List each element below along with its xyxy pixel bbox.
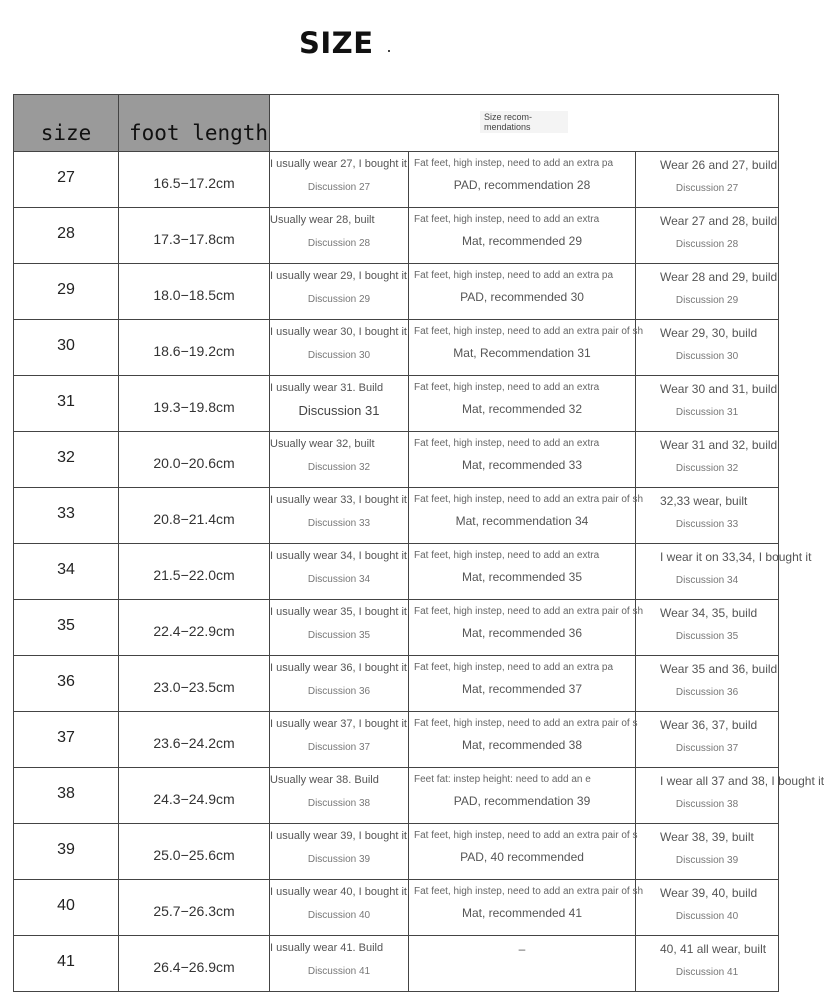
- header-row: [14, 95, 779, 152]
- recommendation-wear-cell: [636, 488, 779, 544]
- recommendation-fat-feet-result: PAD, recommendation 39: [453, 794, 591, 808]
- recommendation-fat-feet-text: Fat feet, high instep, need to add an extra pair of s: [414, 718, 638, 729]
- recommendation-fat-feet-text: Fat feet, high instep, need to add an extra pa: [414, 270, 614, 281]
- table-row: [14, 880, 779, 936]
- size-cell: 27: [14, 152, 119, 208]
- recommendation-fat-feet-text: Fat feet, high instep, need to add an extra pa: [414, 158, 614, 169]
- size-cell: 29: [14, 264, 119, 320]
- recommendation-wear-text: I wear it on 33,34, I bought it: [660, 550, 812, 564]
- recommendation-usual-text: I usually wear 35, I bought it: [270, 606, 407, 618]
- recommendation-usual-text: Usually wear 28, built: [270, 214, 375, 226]
- recommendation-fat-feet-cell: [409, 936, 636, 992]
- recommendation-usual-discussion: Discussion 36: [307, 686, 371, 697]
- recommendation-wear-text: Wear 36, 37, build: [660, 718, 758, 732]
- recommendation-usual-text: I usually wear 34, I bought it: [270, 550, 407, 562]
- recommendation-usual-text: I usually wear 37, I bought it: [270, 718, 407, 730]
- recommendation-usual-cell: [270, 936, 409, 992]
- recommendation-wear-text: Wear 29, 30, build: [660, 326, 758, 340]
- recommendation-usual-cell: [270, 712, 409, 768]
- recommendation-wear-cell: [636, 936, 779, 992]
- recommendation-usual-text: I usually wear 29, I bought it: [270, 270, 407, 282]
- recommendation-fat-feet-text: Fat feet, high instep, need to add an extra: [414, 550, 600, 561]
- recommendation-wear-cell: [636, 264, 779, 320]
- header-size: size: [14, 95, 119, 152]
- size-cell: 35: [14, 600, 119, 656]
- recommendation-wear-discussion: Discussion 28: [675, 239, 739, 250]
- recommendation-wear-text: 40, 41 all wear, built: [660, 942, 767, 956]
- foot-length-cell: 19.3−19.8cm: [119, 376, 270, 432]
- recommendation-wear-discussion: Discussion 39: [675, 855, 739, 866]
- recommendation-fat-feet-text: Fat feet, high instep, need to add an extra pair of sh: [414, 494, 644, 505]
- table-row: [14, 600, 779, 656]
- table-body: [14, 152, 824, 992]
- recommendation-usual-text: I usually wear 40, I bought it: [270, 886, 407, 898]
- recommendation-fat-feet-cell: [409, 264, 636, 320]
- recommendation-fat-feet-cell: [409, 768, 636, 824]
- size-cell: 37: [14, 712, 119, 768]
- table-row: [14, 432, 779, 488]
- recommendation-fat-feet-result: Mat, recommended 32: [461, 402, 583, 416]
- recommendation-fat-feet-cell: [409, 600, 644, 656]
- recommendation-wear-cell: [636, 376, 779, 432]
- foot-length-cell: 25.7−26.3cm: [119, 880, 270, 936]
- recommendation-usual-text: I usually wear 31. Build: [270, 382, 384, 394]
- recommendation-wear-text: Wear 39, 40, build: [660, 886, 758, 900]
- recommendation-usual-discussion: Discussion 34: [307, 574, 371, 585]
- recommendation-wear-cell: [636, 768, 824, 824]
- table-row: [14, 488, 779, 544]
- recommendation-usual-discussion: Discussion 37: [307, 742, 371, 753]
- recommendation-wear-text: Wear 34, 35, build: [660, 606, 758, 620]
- recommendation-fat-feet-cell: [409, 824, 636, 880]
- recommendation-usual-discussion: Discussion 31: [298, 403, 380, 418]
- size-cell: 38: [14, 768, 119, 824]
- table-row: [14, 936, 779, 992]
- recommendation-usual-text: I usually wear 36, I bought it: [270, 662, 407, 674]
- size-cell: 33: [14, 488, 119, 544]
- table-row: [14, 208, 779, 264]
- recommendation-wear-text: Wear 30 and 31, build: [660, 382, 778, 396]
- recommendation-usual-cell: [270, 544, 409, 600]
- table-row: [14, 544, 779, 600]
- size-cell: 30: [14, 320, 119, 376]
- recommendation-fat-feet-result: Mat, recommended 36: [461, 626, 583, 640]
- recommendation-wear-text: Wear 31 and 32, build: [660, 438, 778, 452]
- recommendation-usual-discussion: Discussion 32: [307, 462, 371, 473]
- recommendation-wear-cell: [636, 880, 779, 936]
- size-cell: 39: [14, 824, 119, 880]
- page-title: SIZE: [299, 26, 374, 60]
- table-row: [14, 264, 779, 320]
- recommendation-wear-cell: [636, 152, 779, 208]
- recommendation-wear-cell: [636, 544, 812, 600]
- size-cell: 31: [14, 376, 119, 432]
- size-cell: 28: [14, 208, 119, 264]
- foot-length-cell: 20.8−21.4cm: [119, 488, 270, 544]
- recommendation-wear-discussion: Discussion 27: [675, 183, 739, 194]
- foot-length-cell: 25.0−25.6cm: [119, 824, 270, 880]
- recommendation-usual-discussion: Discussion 28: [307, 238, 371, 249]
- table-row: [14, 376, 779, 432]
- recommendation-fat-feet-text: Fat feet, high instep, need to add an extra pa: [414, 662, 614, 673]
- header-recommendations: [270, 95, 779, 152]
- recommendation-usual-cell: [270, 600, 409, 656]
- recommendation-wear-text: 32,33 wear, built: [660, 494, 748, 508]
- recommendation-fat-feet-cell: [409, 488, 644, 544]
- recommendation-fat-feet-cell: [409, 376, 636, 432]
- recommendation-usual-text: I usually wear 27, I bought it: [270, 158, 407, 170]
- recommendation-usual-cell: [270, 768, 409, 824]
- recommendation-wear-discussion: Discussion 34: [675, 575, 739, 586]
- recommendation-wear-text: Wear 26 and 27, build: [660, 158, 778, 172]
- recommendation-fat-feet-result: PAD, recommended 30: [460, 290, 584, 304]
- recommendation-usual-text: Usually wear 38. Build: [270, 774, 379, 786]
- foot-length-cell: 21.5−22.0cm: [119, 544, 270, 600]
- size-chart-table: [13, 94, 824, 992]
- recommendation-usual-cell: [270, 376, 409, 432]
- recommendation-usual-cell: [270, 320, 409, 376]
- recommendation-usual-discussion: Discussion 27: [307, 182, 371, 193]
- table-row: [14, 320, 779, 376]
- recommendation-fat-feet-text: Fat feet, high instep, need to add an extra pair of sh: [414, 326, 644, 337]
- recommendation-fat-feet-cell: [409, 208, 636, 264]
- foot-length-cell: 20.0−20.6cm: [119, 432, 270, 488]
- recommendation-fat-feet-text: Fat feet, high instep, need to add an extra: [414, 438, 600, 449]
- recommendation-usual-discussion: Discussion 29: [307, 294, 371, 305]
- recommendation-fat-feet-cell: [409, 544, 636, 600]
- recommendation-wear-cell: [636, 432, 779, 488]
- recommendation-wear-discussion: Discussion 32: [675, 463, 739, 474]
- table-row: [14, 768, 779, 824]
- title-dot: [388, 50, 390, 52]
- recommendation-fat-feet-result: PAD, 40 recommended: [460, 850, 584, 864]
- recommendation-wear-discussion: Discussion 40: [675, 911, 739, 922]
- recommendation-fat-feet-text: Fat feet, high instep, need to add an extra pair of s: [414, 830, 638, 841]
- recommendation-usual-cell: [270, 152, 409, 208]
- recommendation-usual-discussion: Discussion 38: [307, 798, 371, 809]
- recommendation-usual-text: I usually wear 41. Build: [270, 942, 384, 954]
- recommendation-usual-discussion: Discussion 41: [307, 966, 371, 977]
- recommendation-wear-discussion: Discussion 33: [675, 519, 739, 530]
- recommendation-fat-feet-cell: [409, 152, 636, 208]
- recommendation-wear-discussion: Discussion 41: [675, 967, 739, 978]
- recommendation-fat-feet-result: Mat, recommended 33: [461, 458, 583, 472]
- size-cell: 40: [14, 880, 119, 936]
- recommendation-fat-feet-text: Fat feet, high instep, need to add an extra pair of sh: [414, 606, 644, 617]
- size-cell: 34: [14, 544, 119, 600]
- recommendation-wear-text: Wear 38, 39, built: [660, 830, 754, 844]
- header-foot-length: foot length: [119, 95, 270, 152]
- size-cell: 32: [14, 432, 119, 488]
- recommendation-usual-text: I usually wear 33, I bought it: [270, 494, 407, 506]
- recommendation-usual-cell: [270, 264, 409, 320]
- recommendation-fat-feet-text: Fat feet, high instep, need to add an extra: [414, 382, 600, 393]
- table-row: [14, 152, 779, 208]
- foot-length-cell: 16.5−17.2cm: [119, 152, 270, 208]
- recommendation-fat-feet-cell: [409, 880, 644, 936]
- recommendation-wear-cell: [636, 208, 779, 264]
- recommendation-usual-cell: [270, 824, 409, 880]
- recommendation-usual-discussion: Discussion 40: [307, 910, 371, 921]
- foot-length-cell: 18.0−18.5cm: [119, 264, 270, 320]
- size-cell: 36: [14, 656, 119, 712]
- foot-length-cell: 23.0−23.5cm: [119, 656, 270, 712]
- foot-length-cell: 26.4−26.9cm: [119, 936, 270, 992]
- recommendation-usual-discussion: Discussion 33: [307, 518, 371, 529]
- recommendation-wear-discussion: Discussion 37: [675, 743, 739, 754]
- recommendation-usual-text: I usually wear 39, I bought it: [270, 830, 407, 842]
- recommendation-usual-cell: [270, 488, 409, 544]
- recommendation-usual-discussion: Discussion 35: [307, 630, 371, 641]
- recommendation-fat-feet-result: Mat, recommended 35: [461, 570, 583, 584]
- recommendation-fat-feet-result: Mat, recommended 37: [461, 682, 583, 696]
- recommendation-usual-cell: [270, 432, 409, 488]
- recommendation-wear-text: Wear 35 and 36, build: [660, 662, 778, 676]
- table-row: [14, 824, 779, 880]
- foot-length-cell: 17.3−17.8cm: [119, 208, 270, 264]
- recommendation-usual-cell: [270, 208, 409, 264]
- recommendation-fat-feet-result: –: [518, 942, 526, 956]
- recommendation-wear-text: I wear all 37 and 38, I bought it: [660, 774, 824, 788]
- foot-length-cell: 24.3−24.9cm: [119, 768, 270, 824]
- recommendation-wear-cell: [636, 712, 779, 768]
- table-row: [14, 712, 779, 768]
- recommendation-fat-feet-result: PAD, recommendation 28: [453, 178, 591, 192]
- recommendation-fat-feet-result: Mat, recommended 41: [461, 906, 583, 920]
- foot-length-cell: 22.4−22.9cm: [119, 600, 270, 656]
- recommendation-fat-feet-result: Mat, recommendation 34: [455, 514, 589, 528]
- recommendation-fat-feet-text: Feet fat: instep height: need to add an e: [414, 774, 591, 785]
- recommendation-wear-text: Wear 28 and 29, build: [660, 270, 778, 284]
- recommendation-wear-discussion: Discussion 30: [675, 351, 739, 362]
- recommendation-fat-feet-cell: [409, 656, 636, 712]
- recommendation-wear-discussion: Discussion 35: [675, 631, 739, 642]
- recommendation-wear-discussion: Discussion 29: [675, 295, 739, 306]
- header-recommendations-label: Size recom- mendations: [480, 111, 568, 133]
- recommendation-wear-cell: [636, 824, 779, 880]
- recommendation-fat-feet-text: Fat feet, high instep, need to add an extra: [414, 214, 600, 225]
- recommendation-fat-feet-result: Mat, recommended 29: [461, 234, 583, 248]
- recommendation-fat-feet-result: Mat, recommended 38: [461, 738, 583, 752]
- recommendation-usual-text: I usually wear 30, I bought it: [270, 326, 407, 338]
- recommendation-wear-cell: [636, 656, 779, 712]
- recommendation-usual-discussion: Discussion 30: [307, 350, 371, 361]
- recommendation-fat-feet-text: Fat feet, high instep, need to add an extra pair of sh: [414, 886, 644, 897]
- recommendation-usual-cell: [270, 656, 409, 712]
- foot-length-cell: 18.6−19.2cm: [119, 320, 270, 376]
- size-cell: 41: [14, 936, 119, 992]
- recommendation-usual-text: Usually wear 32, built: [270, 438, 375, 450]
- recommendation-wear-discussion: Discussion 31: [675, 407, 739, 418]
- recommendation-wear-cell: [636, 320, 779, 376]
- recommendation-fat-feet-result: Mat, Recommendation 31: [453, 346, 591, 360]
- foot-length-cell: 23.6−24.2cm: [119, 712, 270, 768]
- recommendation-wear-discussion: Discussion 38: [675, 799, 739, 810]
- recommendation-fat-feet-cell: [409, 432, 636, 488]
- recommendation-wear-discussion: Discussion 36: [675, 687, 739, 698]
- recommendation-wear-cell: [636, 600, 779, 656]
- recommendation-usual-discussion: Discussion 39: [307, 854, 371, 865]
- recommendation-wear-text: Wear 27 and 28, build: [660, 214, 778, 228]
- recommendation-usual-cell: [270, 880, 409, 936]
- recommendation-fat-feet-cell: [409, 712, 636, 768]
- table-row: [14, 656, 779, 712]
- recommendation-fat-feet-cell: [409, 320, 644, 376]
